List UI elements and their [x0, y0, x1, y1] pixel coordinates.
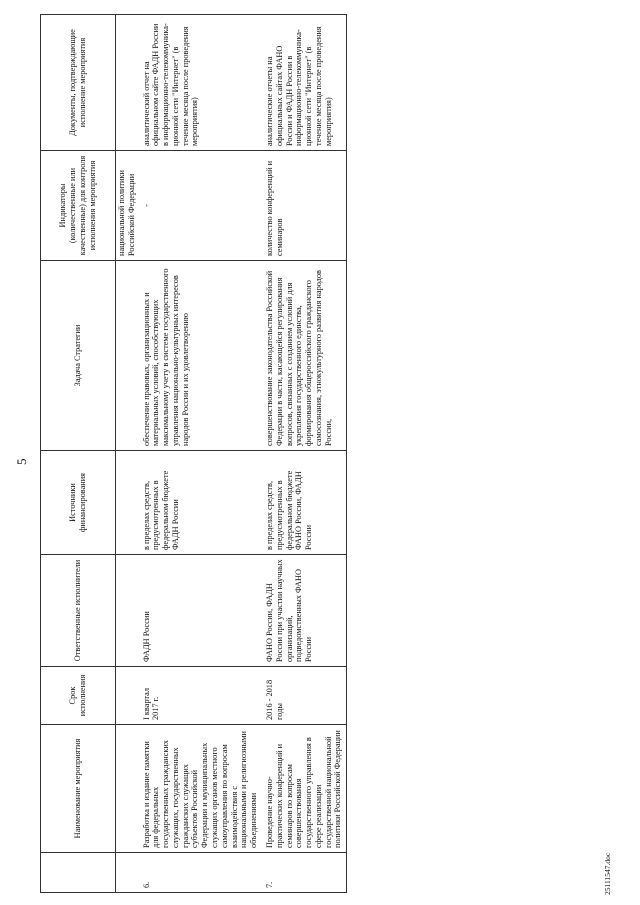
- row-funding: в пределах средств, предусмотренных в федеральном бюджете ФАДН России: [139, 451, 262, 555]
- continuation-row: [116, 15, 139, 893]
- page-number: 5: [14, 458, 29, 465]
- row-task: совершенствование законодательства Российской Федерации в части, касающейся регулирования вопросов, связанных с созданием условий для укрепления государственного единства, формирования общероссийского гражданского самосознания, этнокультурного развития народов России,: [262, 261, 347, 451]
- header-funding: Источники финансирования: [41, 451, 116, 555]
- header-name: Наименование мероприятия: [41, 725, 116, 853]
- row-name: Проведение научно-практических конференций и семинаров по вопросам совершенствования государственного управления в сфере реализации государственной национальной политики Российской Федерации: [262, 725, 347, 853]
- row-executors: ФАНО России, ФАДН России при участии научных организаций, подведомственных ФАНО России: [262, 555, 347, 667]
- header-documents: Документы, подтверждающие исполнение мероприятия: [41, 15, 116, 151]
- row-indicators: -: [139, 151, 262, 261]
- table-row: [262, 15, 347, 893]
- row-term: I квартал 2017 г.: [139, 667, 262, 725]
- continuation-indicators: национальной политики Российской Федерации: [116, 151, 139, 261]
- header-term: Срок исполнения: [41, 667, 116, 725]
- row-term: 2016 - 2018 годы: [262, 667, 347, 725]
- table-row: [139, 15, 262, 893]
- row-documents: аналитические отчеты на официальных сайтах ФАНО России и ФАДН России в информационно-телекоммуника-ционной сети "Интернет" (в течение месяца после проведения мероприятия): [262, 15, 347, 151]
- table-header-row: [41, 15, 116, 893]
- row-executors: ФАДН России: [139, 555, 262, 667]
- header-executors: Ответственные исполнители: [41, 555, 116, 667]
- header-no: [41, 853, 116, 893]
- row-funding: в пределах средств, предусмотренных в федеральном бюджете ФАНО России, ФАДН России: [262, 451, 347, 555]
- header-task: Задача Стратегии: [41, 261, 116, 451]
- measures-table: [40, 14, 347, 893]
- document-id: 25111547.doc: [603, 852, 612, 895]
- row-indicators: количество конференций и семинаров: [262, 151, 347, 261]
- header-indicators: Индикаторы (количественные или качественные) для контроля исполнения мероприятия: [41, 151, 116, 261]
- row-name: Разработка и издание памятки для федеральных государственных гражданских служащих, государственных гражданских служащих субъектов Российской Федерации и муниципальных служащих органов местного самоуправления по вопросам взаимодействия с национальными и религиозными объединениями: [139, 725, 262, 853]
- row-documents: аналитический отчет на официальном сайте ФАДН России в информационно-телекоммуника-ционной сети "Интернет" (в течение месяца после проведения мероприятия): [139, 15, 262, 151]
- row-number: 6.: [139, 853, 262, 893]
- row-number: 7.: [262, 853, 347, 893]
- row-task: обеспечение правовых, организационных и материальных условий, способствующих максимальному учету в системе государственного управления национально-культурных интересов народов России и их удовлетворению: [139, 261, 262, 451]
